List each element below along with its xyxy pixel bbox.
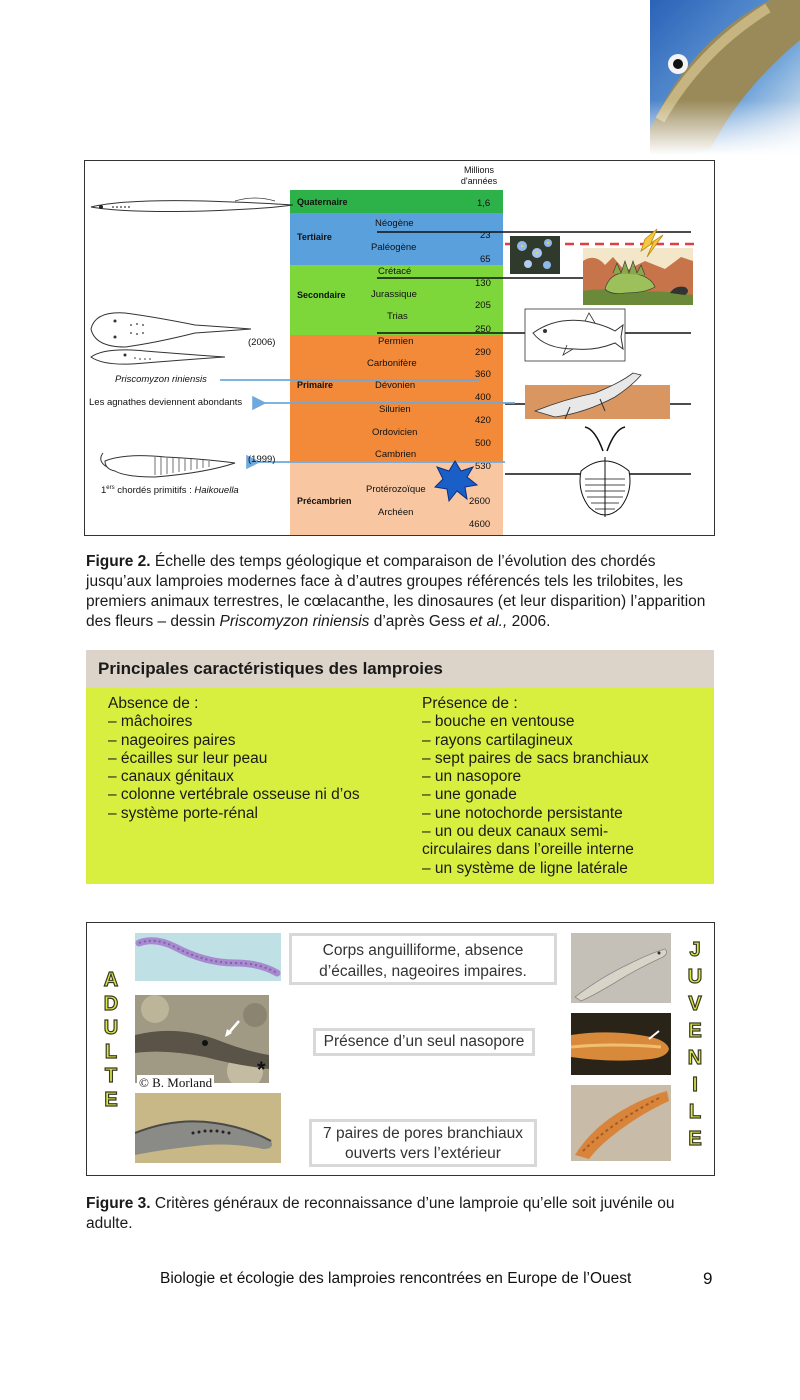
myr-360: 360 — [475, 369, 491, 380]
letter: E — [688, 1128, 702, 1150]
dinosaur-scene — [583, 229, 693, 305]
period-permien: Permien — [378, 336, 414, 347]
myr-290: 290 — [475, 347, 491, 358]
absence-column — [108, 695, 408, 823]
era-tertiaire: Tertiaire — [297, 232, 332, 242]
absence-item: – mâchoires — [108, 713, 193, 731]
adult-photo-2 — [135, 995, 269, 1083]
figure3-label: Figure 3. — [86, 1195, 151, 1212]
running-footer-title: Biologie et écologie des lamproies rencontrées en Europe de l’Ouest — [160, 1270, 632, 1287]
era-quaternaire: Quaternaire — [297, 197, 348, 207]
caption2-italic: Priscomyzon riniensis — [219, 613, 370, 630]
absence-title: Absence de : — [108, 695, 199, 712]
label-2006: (2006) — [248, 337, 276, 348]
eel-drawing-top — [91, 198, 293, 212]
flower-photo — [510, 236, 560, 274]
juvenile-photo-1 — [571, 933, 671, 1003]
figure3-caption — [86, 1194, 686, 1234]
geologic-timescale-figure — [84, 160, 715, 536]
juvenile-photo-2 — [571, 1013, 671, 1075]
coelacanth-drawing — [525, 309, 625, 361]
chordes-sup: ers — [106, 485, 115, 491]
era-secondaire: Secondaire — [297, 290, 346, 300]
letter: L — [688, 1101, 702, 1123]
period-archeen: Archéen — [378, 507, 414, 518]
absence-item: – écailles sur leur peau — [108, 749, 268, 767]
myr-500: 500 — [475, 438, 491, 449]
period-devonien: Dévonien — [375, 380, 416, 391]
letter: T — [104, 1065, 118, 1087]
letter: V — [688, 993, 702, 1015]
haikouella-name: Haikouella — [194, 485, 239, 497]
myr-530: 530 — [475, 461, 491, 472]
chordes-prefix: 1 — [101, 485, 107, 497]
absence-item: – système porte-rénal — [108, 804, 258, 822]
characteristics-box — [86, 650, 714, 884]
letter: D — [103, 993, 119, 1015]
myr-header: Millions d'années — [460, 165, 498, 186]
presence-item: – un système de ligne latérale — [422, 859, 628, 877]
period-silurien: Silurien — [379, 404, 411, 415]
corner-lamprey-photo — [650, 0, 800, 155]
myr-1-6: 1,6 — [477, 198, 491, 209]
trilobite-drawing — [580, 427, 630, 517]
characteristics-title: Principales caractéristiques des lamproies — [98, 659, 443, 678]
characteristics-header — [86, 650, 714, 687]
juvenile-photo-3 — [571, 1085, 671, 1161]
letter: U — [687, 966, 703, 988]
priscomyzon-drawing — [91, 313, 251, 364]
photo-credit: © B. Morland — [139, 1075, 213, 1090]
presence-column — [422, 695, 712, 878]
presence-item: – un ou deux canaux semi- — [422, 823, 609, 841]
period-carbonifere: Carbonifère — [367, 358, 417, 369]
absence-item: – canaux génitaux — [108, 768, 234, 786]
period-jurassique: Jurassique — [371, 289, 417, 300]
period-neogene: Néogène — [375, 218, 414, 229]
presence-item: – sept paires de sacs branchiaux — [422, 749, 649, 767]
box1-line1: Corps anguilliforme, absence — [322, 942, 524, 959]
letter: N — [687, 1047, 703, 1069]
label-agnathes: Les agnathes deviennent abondants — [89, 397, 243, 408]
tetrapod-drawing — [525, 373, 670, 419]
absence-item: – nageoires paires — [108, 731, 236, 749]
box1-line2: d’écailles, nageoires impaires. — [319, 963, 527, 980]
adult-photo-3 — [135, 1093, 281, 1163]
era-precambrien: Précambrien — [297, 496, 352, 506]
presence-title: Présence de : — [422, 695, 518, 712]
label-priscomyzon: Priscomyzon riniensis — [115, 374, 207, 385]
caption2-text2: d’après Gess — [369, 613, 470, 630]
chordes-text: chordés primitifs : — [114, 485, 195, 497]
figure2-label: Figure 2. — [86, 553, 151, 570]
cambrian-explosion-star — [435, 461, 477, 501]
period-cambrien: Cambrien — [375, 449, 417, 460]
presence-item: circulaires dans l’oreille interne — [422, 841, 634, 859]
haikouella-drawing — [101, 453, 235, 477]
presence-item: – une notochorde persistante — [422, 804, 623, 822]
page-number: 9 — [703, 1269, 713, 1288]
box2-text: Présence d’un seul nasopore — [323, 1033, 525, 1050]
presence-item: – un nasopore — [422, 768, 522, 786]
label-1999: (1999) — [248, 454, 276, 465]
caption2-etal: et al., — [469, 613, 508, 630]
caption2-text1: Échelle des temps géologique et comparaison de l’évolution des chordés jusqu’aux lamproies modernes face à d’autres groupes référencés tels les trilobites, les premiers animaux terrestres, le cœlacanthe, les dinosaures (et leur disparition) l’apparition des fleurs – dessin — [86, 553, 706, 630]
adulte-vertical-label — [99, 969, 123, 1113]
absence-item: – colonne vertébrale osseuse ni d’os — [108, 786, 360, 804]
myr-130: 130 — [475, 278, 491, 289]
presence-item: – rayons cartilagineux — [422, 731, 573, 749]
juvenile-vertical-label — [683, 939, 707, 1155]
characteristics-body — [86, 687, 714, 884]
period-cretace: Crétacé — [378, 266, 412, 277]
period-trias: Trias — [387, 311, 408, 322]
letter: J — [689, 939, 701, 961]
era-primaire: Primaire — [297, 380, 334, 390]
caption-box-body — [289, 933, 557, 985]
caption-box-nasopore — [313, 1028, 535, 1056]
letter: A — [103, 969, 119, 991]
presence-item: – une gonade — [422, 786, 517, 804]
myr-400: 400 — [475, 392, 491, 403]
timescale-overlay — [85, 161, 714, 535]
myr-4600: 4600 — [469, 519, 491, 530]
asterisk: * — [257, 1057, 266, 1082]
box3-line1: 7 paires de pores branchiaux — [323, 1125, 523, 1142]
letter: E — [104, 1089, 118, 1111]
label-haikouella — [101, 485, 239, 496]
myr-23: 23 — [480, 230, 491, 241]
box3-line2: ouverts vers l’extérieur — [345, 1145, 501, 1162]
period-proterozoique: Protérozoïque — [366, 484, 426, 495]
letter: L — [104, 1041, 118, 1063]
presence-item: – bouche en ventouse — [422, 713, 575, 731]
caption-box-gills — [309, 1119, 537, 1167]
recognition-figure — [86, 922, 715, 1176]
myr-205: 205 — [475, 300, 491, 311]
letter: U — [103, 1017, 119, 1039]
letter: E — [688, 1020, 702, 1042]
caption3-text: Critères généraux de reconnaissance d’une lamproie qu’elle soit juvénile ou adulte. — [86, 1195, 675, 1232]
period-paleogene: Paléogène — [371, 242, 417, 253]
myr-2600: 2600 — [469, 496, 491, 507]
caption2-text3: 2006. — [507, 613, 551, 630]
letter: I — [692, 1074, 698, 1096]
myr-65: 65 — [480, 254, 491, 265]
myr-420: 420 — [475, 415, 491, 426]
period-ordovicien: Ordovicien — [372, 427, 418, 438]
figure2-caption — [86, 552, 716, 632]
myr-250: 250 — [475, 324, 491, 335]
adult-photo-1 — [135, 933, 281, 981]
